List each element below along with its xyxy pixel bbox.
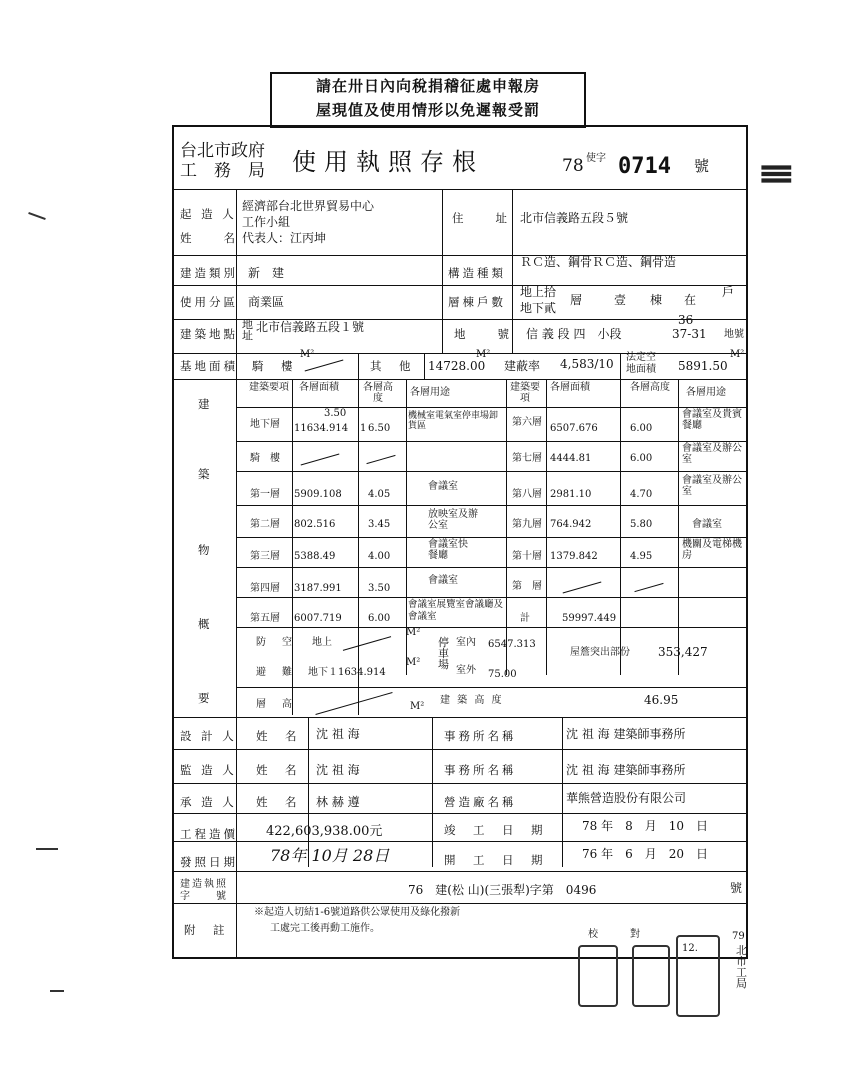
building-height-value: 46.95 — [644, 693, 679, 707]
coverage-value: 4,583/10 — [560, 357, 614, 371]
left-height-3: 3.45 — [368, 519, 391, 530]
right-area-4: 1379.842 — [550, 551, 598, 562]
start-date: 76 年 6 月 20 日 — [582, 847, 708, 861]
notice-line-1: 請在卅日內向稅捐稽征處申報房 — [315, 77, 540, 95]
right-area-1: 4444.81 — [550, 453, 592, 464]
agency-line-2: 工 務 局 — [180, 161, 265, 181]
completion-label: 竣 工 日 期 — [444, 823, 546, 837]
shelter-unit-1: M² — [406, 627, 421, 638]
seal-stamp-2 — [632, 945, 670, 1007]
right-floor-0: 第六層 — [512, 417, 542, 428]
left-use-5: 會議室 — [428, 575, 458, 586]
height-unit: M² — [410, 701, 425, 712]
left-extra-area-0: 3.50 — [324, 408, 347, 419]
left-area-6: 6007.719 — [294, 613, 342, 624]
building-height-label: 建 築 高 度 — [440, 695, 504, 706]
designer-office: 沈 祖 海 建築師事務所 — [566, 727, 686, 741]
right-use-0: 會議室及貴賓餐廳 — [682, 409, 742, 431]
structure-value: ＲＣ造、鋼骨ＲＣ造、鋼骨造 — [520, 255, 677, 269]
lot-suffix: 地號 — [724, 329, 744, 340]
applicant-line-3: 代表人：江丙坤 — [242, 231, 327, 245]
indoor-value: 6547.313 — [488, 639, 536, 650]
scan-mark — [28, 212, 46, 220]
right-floor-3: 第九層 — [512, 519, 542, 530]
left-height-5: 3.50 — [368, 583, 391, 594]
left-height-6: 6.00 — [368, 613, 391, 624]
stamp-date-2: 79 — [732, 931, 745, 942]
side-label-1: 建 — [198, 397, 213, 411]
left-area-3: 802.516 — [294, 519, 336, 530]
lot-number-2: 37-31 — [672, 327, 707, 341]
indoor-label: 室內 — [456, 637, 476, 648]
col-height-header-right: 各層高度 — [630, 382, 670, 393]
stamp-date-1: 12. — [682, 943, 698, 954]
col-item-header-right: 建築要項 — [510, 382, 540, 404]
legal-label-2: 地面積 — [626, 364, 656, 375]
left-floor-6: 第五層 — [250, 613, 280, 624]
designer-office-label: 事務所名稱 — [444, 729, 517, 743]
right-use-2: 會議室及辦公室 — [682, 475, 742, 497]
right-area-0: 6507.676 — [550, 423, 598, 434]
left-floor-2: 第一層 — [250, 489, 280, 500]
left-height-prefix-0: 1 — [360, 423, 367, 434]
area-unit-3: M² — [730, 349, 745, 360]
address-label: 住 址 — [452, 211, 510, 225]
left-use-4: 會議室快餐廳 — [428, 539, 468, 561]
area-unit-1: M² — [300, 349, 315, 360]
supervisor-office-label: 事務所名稱 — [444, 763, 517, 777]
floors-below: 地下貳 — [520, 301, 557, 315]
left-use-3: 放映室及辦公室 — [428, 509, 478, 531]
right-area-3: 764.942 — [550, 519, 592, 530]
floors-unit-1: 層 — [570, 293, 583, 307]
right-height-0: 6.00 — [630, 423, 653, 434]
issue-label: 發照日期 — [180, 855, 238, 869]
supervisor-name: 沈 祖 海 — [316, 763, 360, 777]
floors-blank: 在 — [684, 293, 697, 307]
roof-label: 屋簷突出部份 — [570, 647, 630, 658]
designer-name: 沈 祖 海 — [316, 727, 360, 741]
issue-date: 78年 10月 28日 — [270, 846, 390, 865]
cost-value: 422,603,938.00元 — [266, 824, 383, 839]
building-type-label: 建造類別 — [180, 266, 238, 280]
supervisor-office: 沈 祖 海 建築師事務所 — [566, 763, 686, 777]
seal-stamp-1 — [578, 945, 618, 1007]
license-year: 78 — [562, 156, 584, 176]
note-label: 附 註 — [184, 923, 228, 937]
tax-notice-box — [270, 72, 586, 128]
contractor-name: 林 赫 遵 — [316, 795, 360, 809]
right-height-1: 6.00 — [630, 453, 653, 464]
margin-fragment: 𝍢 — [760, 145, 793, 192]
other-value: 14728.00 — [428, 359, 486, 373]
side-label-2: 築 — [198, 467, 213, 481]
floors-label: 層棟戶數 — [448, 295, 506, 309]
other-label: 其 他 — [370, 359, 414, 373]
contractor-firm-label: 營造廠名稱 — [444, 795, 517, 809]
lot-number-1: 36 — [678, 313, 694, 327]
note-line-1: ※起造人切結1-6號道路供公眾使用及綠化撥新 — [254, 907, 461, 918]
site-address: 北市信義路五段１號 — [256, 320, 365, 334]
license-suffix: 號 — [694, 157, 710, 175]
contractor-firm: 華熊營造股份有限公司 — [566, 791, 687, 805]
left-floor-3: 第二層 — [250, 519, 280, 530]
right-area-2: 2981.10 — [550, 489, 592, 500]
note-line-2: 工處完工後再動工施作。 — [270, 923, 380, 934]
coverage-label: 建蔽率 — [504, 359, 541, 373]
left-area-4: 5388.49 — [294, 551, 336, 562]
right-height-2: 4.70 — [630, 489, 653, 500]
right-floor-4: 第十層 — [512, 551, 542, 562]
col-use-header: 各層用途 — [410, 387, 450, 398]
permit-label-1: 建造執照 — [180, 879, 228, 890]
outdoor-label: 室外 — [456, 665, 476, 676]
right-floor-1: 第七層 — [512, 453, 542, 464]
col-item-header: 建築要項 — [249, 382, 289, 393]
lot-label: 地 號 — [454, 327, 512, 341]
left-area-2: 5909.108 — [294, 489, 342, 500]
side-label-5: 要 — [198, 691, 213, 705]
legal-label-1: 法定空 — [626, 352, 656, 363]
side-label-4: 概 — [198, 617, 213, 631]
license-number: 0714 — [618, 154, 671, 179]
legal-value: 5891.50 — [678, 359, 728, 373]
completion-date: 78 年 8 月 10 日 — [582, 819, 708, 833]
right-height-3: 5.80 — [630, 519, 653, 530]
floors-above: 地上拾 — [520, 285, 557, 299]
right-floor-6: 計 — [520, 613, 530, 624]
col-area-header: 各層面積 — [299, 382, 339, 393]
left-floor-0: 地下層 — [250, 419, 280, 430]
floor-height-label: 層 高 — [256, 699, 295, 710]
below-ground-value: 地下１1634.914 — [308, 667, 386, 678]
permit-value: 76 建(松 山)(三張犁)字第 0496 — [408, 883, 597, 897]
review-label: 校 對 — [588, 929, 644, 940]
contractor-name-label: 姓 名 — [256, 795, 300, 809]
left-area-5: 3187.991 — [294, 583, 342, 594]
start-label: 開 工 日 期 — [444, 853, 546, 867]
floors-building-count: 壹 — [614, 293, 627, 307]
right-height-4: 4.95 — [630, 551, 653, 562]
outdoor-value: 75.00 — [488, 669, 517, 680]
zoning-value: 商業區 — [248, 295, 285, 309]
permit-form — [172, 125, 748, 959]
area-unit-2: M² — [476, 349, 491, 360]
right-floor-2: 第八層 — [512, 489, 542, 500]
cost-label: 工程造價 — [180, 827, 238, 841]
above-ground-label: 地上 — [312, 637, 332, 648]
floors-unit-3: 戶 — [722, 285, 735, 299]
right-use-1: 會議室及辦公室 — [682, 443, 742, 465]
scan-mark — [50, 990, 64, 992]
agency-line-1: 台北市政府 — [180, 141, 265, 161]
building-type-value: 新 建 — [248, 266, 285, 280]
applicant-label: 起 造 人 — [180, 207, 237, 221]
right-floor-5: 第 層 — [512, 581, 542, 592]
zoning-label: 使用分區 — [180, 295, 238, 309]
left-use-2: 會議室 — [428, 481, 458, 492]
left-height-2: 4.05 — [368, 489, 391, 500]
col-use-header-right: 各層用途 — [686, 387, 726, 398]
left-area-0: 11634.914 — [294, 423, 349, 434]
applicant-line-1: 經濟部台北世界貿易中心 — [242, 199, 375, 213]
right-use-4: 機關及電梯機房 — [682, 539, 742, 561]
supervisor-name-label: 姓 名 — [256, 763, 300, 777]
right-area-6: 59997.449 — [562, 613, 617, 624]
site-small-label: 地址 — [242, 318, 253, 342]
side-label-3: 物 — [198, 543, 213, 557]
license-char: 使字 — [586, 153, 606, 164]
parking-label: 停車場 — [438, 636, 449, 671]
site-label: 建築地點 — [180, 327, 238, 341]
floors-unit-2: 棟 — [650, 293, 663, 307]
left-use-0: 機械室電氣室停車場卸貨區 — [408, 411, 499, 431]
left-floor-4: 第三層 — [250, 551, 280, 562]
designer-label: 設 計 人 — [180, 729, 237, 743]
applicant-address: 北市信義路五段５號 — [520, 211, 629, 225]
left-height-0: 6.50 — [368, 423, 391, 434]
shelter-label: 避 難 — [256, 667, 295, 678]
designer-name-label: 姓 名 — [256, 729, 300, 743]
applicant-line-2: 工作小組 — [242, 215, 291, 229]
left-use-6: 會議室展覽室會議廳及會議室 — [408, 599, 504, 622]
col-area-header-right: 各層面積 — [550, 382, 590, 393]
roof-value: 353,427 — [658, 645, 708, 659]
stamp-side-note: 北市工局 — [736, 944, 747, 990]
applicant-name-label: 姓 名 — [180, 231, 238, 245]
shelter-unit-2: M² — [406, 657, 421, 668]
left-height-4: 4.00 — [368, 551, 391, 562]
permit-suffix: 號 — [730, 881, 743, 895]
lot-section: 信 義 段 四 小段 — [526, 327, 622, 341]
notice-line-2: 屋現值及使用情形以免遲報受罰 — [315, 101, 540, 119]
permit-label-2: 字 號 — [180, 891, 228, 902]
left-floor-1: 騎 樓 — [250, 453, 280, 464]
col-height-header: 各層高度 — [363, 382, 393, 404]
left-floor-5: 第四層 — [250, 583, 280, 594]
civil-defense-label: 防 空 — [256, 637, 295, 648]
stamp-area — [578, 915, 748, 1035]
structure-label: 構造種類 — [448, 266, 506, 280]
supervisor-label: 監 造 人 — [180, 763, 237, 777]
contractor-label: 承 造 人 — [180, 795, 237, 809]
area-label: 基地面積 — [180, 359, 238, 373]
form-title: 使用執照存根 — [292, 148, 484, 176]
arcade-label: 騎 樓 — [252, 359, 296, 373]
right-use-3: 會議室 — [692, 519, 722, 530]
scan-mark — [36, 848, 58, 850]
